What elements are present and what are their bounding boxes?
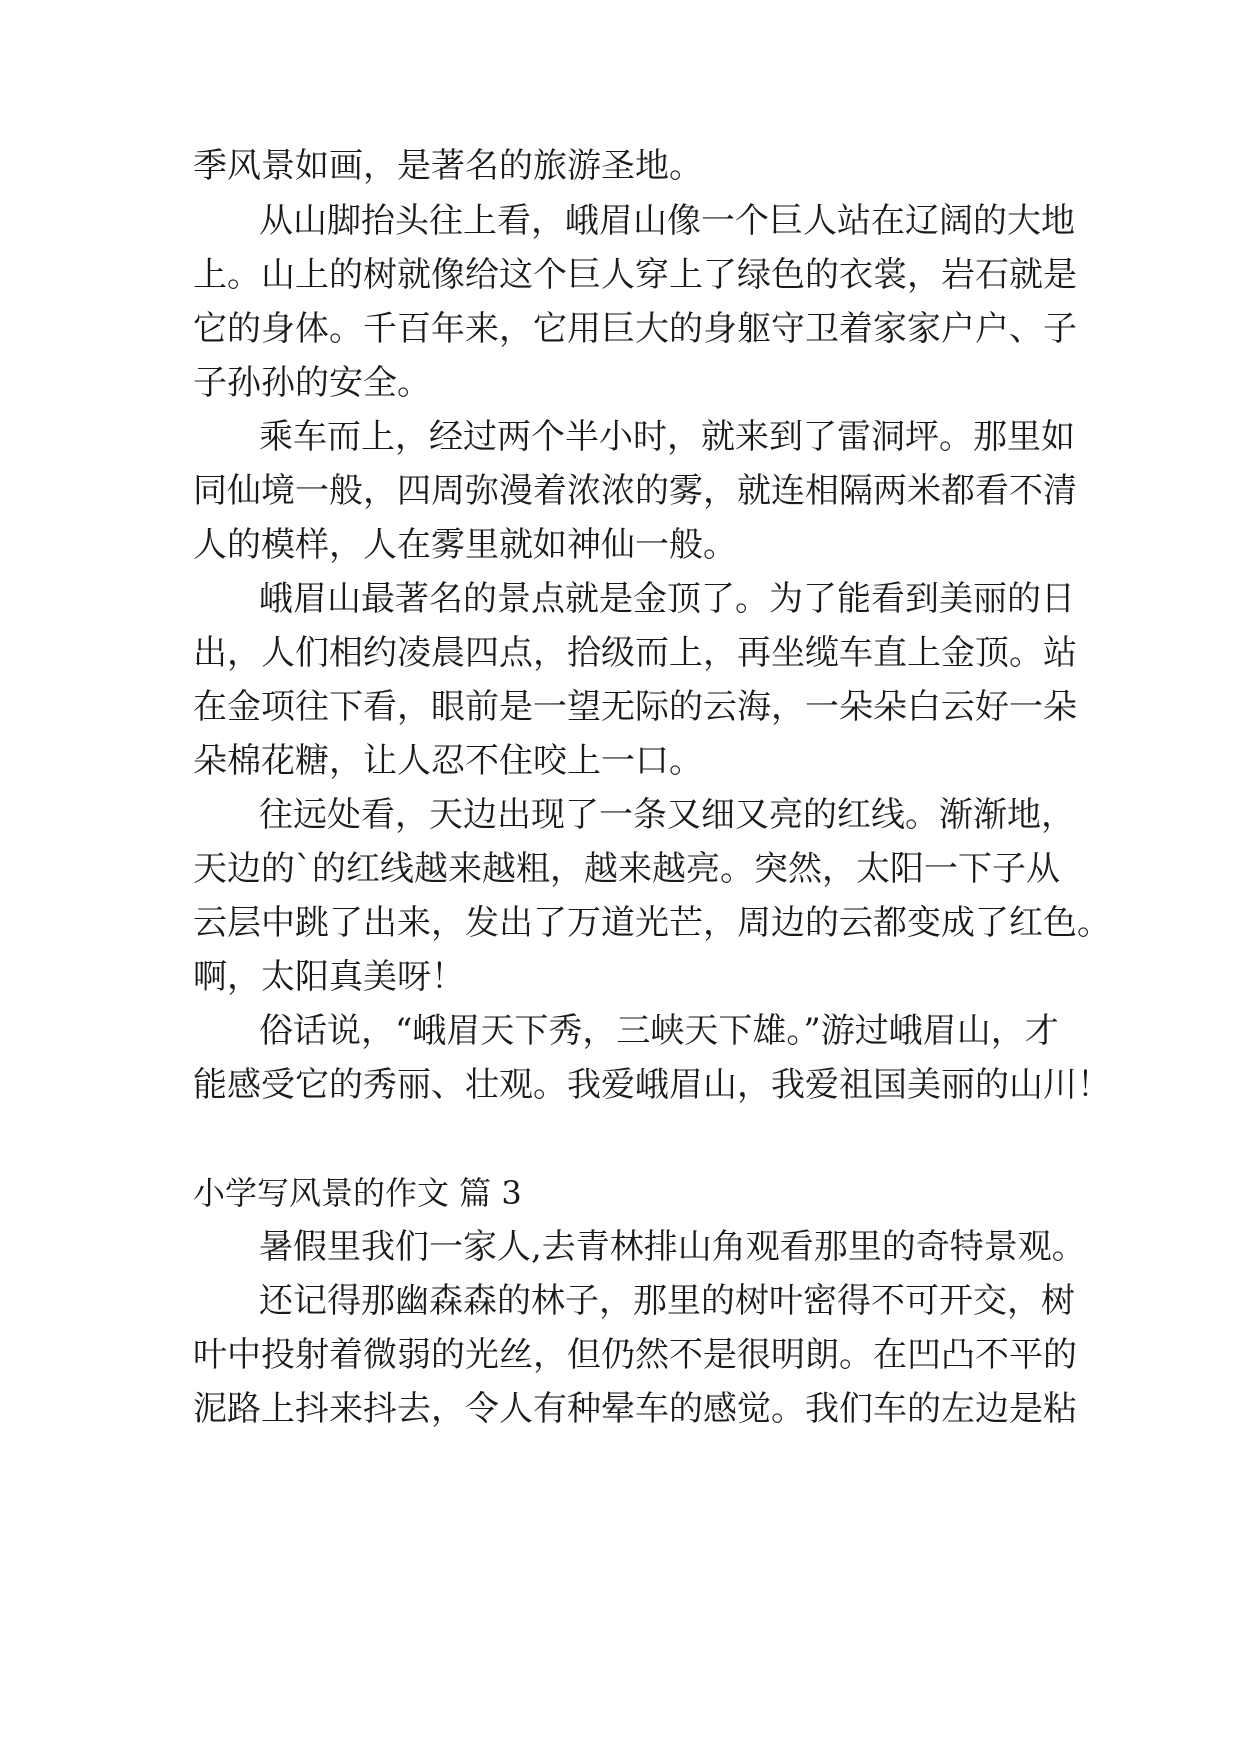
text-line: 泥路上抖来抖去，令人有种晕车的感觉。我们车的左边是粘 (193, 1389, 1077, 1429)
text-line: 啊，太阳真美呀！ (193, 957, 465, 997)
paragraph-first-line: 峨眉山最著名的景点就是金顶了。为了能看到美丽的日 (259, 579, 1075, 619)
paragraph-first-line: 暑假里我们一家人,去青林排山角观看那里的奇特景观。 (259, 1227, 1086, 1267)
paragraph-first-line: 往远处看，天边出现了一条又细又亮的红线。渐渐地， (259, 795, 1075, 835)
paragraph-first-line: 还记得那幽森森的林子，那里的树叶密得不可开交，树 (259, 1281, 1075, 1321)
text-line: 在金项往下看，眼前是一望无际的云海，一朵朵白云好一朵 (193, 687, 1077, 727)
text-line: 朵棉花糖，让人忍不住咬上一口。 (193, 741, 703, 781)
text-line: 它的身体。千百年来，它用巨大的身躯守卫着家家户户、子 (193, 309, 1077, 349)
text-line: 能感受它的秀丽、壮观。我爱峨眉山，我爱祖国美丽的山川！ (193, 1065, 1111, 1105)
paragraph-first-line: 乘车而上，经过两个半小时，就来到了雷洞坪。那里如 (259, 417, 1075, 457)
paragraph-first-line: 从山脚抬头往上看，峨眉山像一个巨人站在辽阔的大地 (259, 201, 1075, 241)
text-line: 天边的`的红线越来越粗，越来越亮。突然，太阳一下子从 (193, 849, 1060, 889)
paragraph-first-line: 俗话说，“峨眉天下秀，三峡天下雄。”游过峨眉山，才 (259, 1011, 1059, 1051)
text-line: 上。山上的树就像给这个巨人穿上了绿色的衣裳，岩石就是 (193, 255, 1077, 295)
text-line: 云层中跳了出来，发出了万道光芒，周边的云都变成了红色。 (193, 903, 1111, 943)
text-line: 出，人们相约凌晨四点，拾级而上，再坐缆车直上金顶。站 (193, 633, 1077, 673)
text-line: 人的模样，人在雾里就如神仙一般。 (193, 525, 737, 565)
text-line: 叶中投射着微弱的光丝，但仍然不是很明朗。在凹凸不平的 (193, 1335, 1077, 1375)
text-line: 季风景如画，是著名的旅游圣地。 (193, 146, 703, 186)
section-heading: 小学写风景的作文 篇 3 (193, 1174, 522, 1212)
text-line: 子孙孙的安全。 (193, 363, 431, 403)
text-line: 同仙境一般，四周弥漫着浓浓的雾，就连相隔两米都看不清 (193, 471, 1077, 511)
